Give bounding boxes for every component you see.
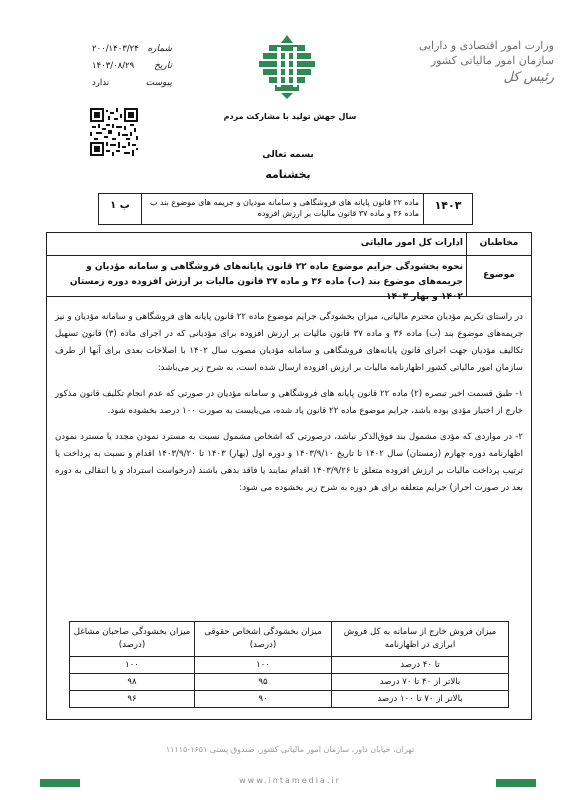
attachment-value: ندارد <box>92 77 110 88</box>
org-name: سازمان امور مالیاتی کشور <box>430 54 554 67</box>
addressee-value: ادارات کل امور مالیاتی <box>360 238 463 248</box>
subject-value: نحوه بخشودگی جرایم موضوع ماده ۲۲ قانون پایانه‌های فروشگاهی و سامانه مؤدیان و جریمه‌های موضوع بند (ب) ماده ۳۶ و ماده ۳۷ قانون مالیات بر ارزش افزوده دوره زمستان ۱۴۰۲ و بهار ۱۴۰۳ <box>69 262 463 302</box>
ministry-name: وزارت امور اقتصادی و دارایی <box>418 39 554 52</box>
table-cell: ۹۰ <box>195 691 332 708</box>
circular-text <box>55 309 523 506</box>
table-cell: ۱۰۰ <box>70 657 195 674</box>
tax-org-logo <box>255 33 319 99</box>
table-row <box>70 674 509 691</box>
date-value: ۱۴۰۳/۰۸/۲۹ <box>92 60 135 71</box>
circular-code: ب ۱ <box>110 200 130 211</box>
date-label: تاریخ <box>154 60 172 71</box>
subject-row <box>47 256 531 302</box>
attachment-label: پیوست <box>145 77 172 88</box>
table-cell: بالاتر از ۷۰ تا ۱۰۰ درصد <box>332 691 509 708</box>
footer-bar-right <box>496 779 536 787</box>
table-cell: ۹۵ <box>195 674 332 691</box>
table-cell: ۹۶ <box>70 691 195 708</box>
date-row <box>92 57 172 74</box>
table-header-row <box>70 622 509 657</box>
letterhead <box>404 38 554 85</box>
table-cell: ۹۸ <box>70 674 195 691</box>
paragraph-intro: در راستای تکریم مؤدیان محترم مالیاتی، میزان بخشودگی جرایم موضوع ماده ۲۲ قانون پایانه های فروشگاهی و سامانه مؤدیان و نیز جریمه‌های موضوع بند (ب) ماده ۳۶ و ماده ۳۷ قانون مالیات بر ارزش افزوده برای مؤدیانی که در اجرای ماده (۳) قانون تسهیل تکالیف مؤدیان جهت اجرای قانون پایانه‌های فروشگاهی و سامانه مؤدیان مصوب سال ۱۴۰۲ با اصلاحات بعدی برای آنها از طرف سازمان امور مالیاتی کشور اظهارنامه مالیات بر ارزش افزوده ارسال شده است، به شرح زیر می‌باشد: <box>55 312 524 373</box>
addressee-label: مخاطبان <box>479 238 519 248</box>
head-title: رئیس کل <box>503 70 554 85</box>
letter-meta <box>92 40 172 91</box>
basmala: بسمه تعالی <box>262 150 314 160</box>
circular-number-box <box>98 193 473 225</box>
table-header-sales: میزان فروش خارج از سامانه به کل فروش ابرازی در اظهارنامه <box>332 622 509 657</box>
footer-bar-left <box>40 779 80 787</box>
forgiveness-table <box>69 621 509 708</box>
number-row <box>92 40 172 57</box>
table-row <box>70 691 509 708</box>
website-text: www.intamedia.ir <box>239 776 341 785</box>
table-cell: تا ۴۰ درصد <box>332 657 509 674</box>
table-header-business: میزان بخشودگی صاحبان مشاغل (درصد) <box>70 622 195 657</box>
qr-code <box>90 108 138 156</box>
circular-title: بخشنامه <box>265 168 311 181</box>
addressee-row <box>47 233 531 256</box>
footer-address: تهران، خیابان داور، سازمان امور مالیاتی کشور، صندوق پستی ۱۶۵۱-۱۱۱۱۵ <box>165 745 415 754</box>
paragraph-item-2: ۲- در مواردی که مؤدی مشمول بند فوق‌الذکر نباشد، درصورتی که اشخاص مشمول نسبت به مسترد نمودن مجدد یا مسترد نمودن اظهارنامه دوره چهارم (زمستان) سال ۱۴۰۲ تا تاریخ ۱۴۰۳/۹/۱۰ و دوره اول (بهار) ۱۴۰۳ تا ۱۴۰۳/۹/۲۰ اقدام و نسبت به پرداخت یا ترتیب پرداخت مالیات بر ارزش افزوده متعلق تا ۱۴۰۳/۹/۲۶ اقدام نمایند یا فاقد بدهی باشند (درخواست استرداد و یا انتقالی به دوره بعد در صورت احراز) جرایم متعلقه برای هر دوره به شرح زیر بخشوده می شود: <box>55 432 523 493</box>
subject-label: موضوع <box>483 270 515 280</box>
footer-website <box>180 776 400 785</box>
year-slogan: سال جهش تولید با مشارکت مردم <box>223 112 357 121</box>
paragraph-item-1: ۱- طبق قسمت اخیر تبصره (۲) ماده ۲۲ قانون پایانه های فروشگاهی و سامانه مؤدیان در صورتی که عدم انجام تکلیف قانون مذکور خارج از اختیار مؤدی بوده باشد، جرایم موضوع ماده ۲۲ قانون یاد شده، می‌بایست به صورت ۱۰۰ درصد بخشوده شود. <box>55 389 523 416</box>
table-cell: ۱۰۰ <box>195 657 332 674</box>
number-label: شماره <box>147 43 172 54</box>
circular-topic: ماده ۲۲ قانون پایانه های فروشگاهی و سامانه مودیان و جریمه های موضوع بند ب ماده ۳۶ و ماده ۳۷ قانون مالیات بر ارزش افزوده <box>141 194 423 224</box>
number-value: ۲۰۰/۱۴۰۳/۲۴ <box>92 43 139 54</box>
circular-year: ۱۴۰۳ <box>423 194 472 224</box>
table-header-legal: میزان بخشودگی اشخاص حقوقی (درصد) <box>195 622 332 657</box>
circular-body-box <box>46 232 532 720</box>
table-cell: بالاتر از ۴۰ تا ۷۰ درصد <box>332 674 509 691</box>
label-divider <box>466 233 467 297</box>
attachment-row <box>92 74 172 91</box>
table-row <box>70 657 509 674</box>
